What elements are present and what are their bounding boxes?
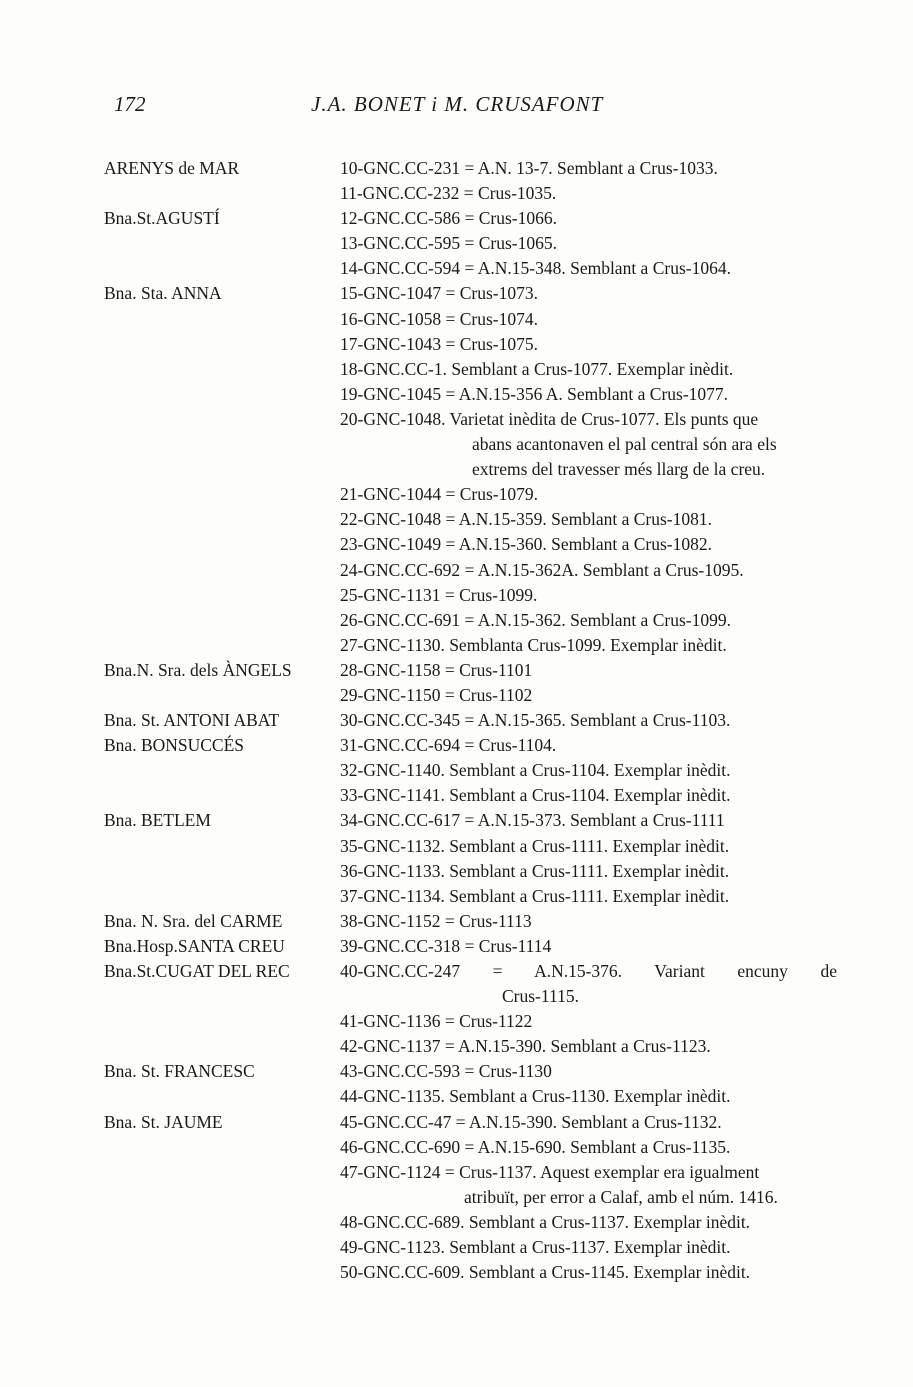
catalogue-entry: 22-GNC-1048 = A.N.15-359. Semblant a Crus-1081.	[340, 509, 712, 530]
catalogue-row	[0, 733, 913, 758]
catalogue-row	[0, 532, 913, 557]
location-label: Bna. St. FRANCESC	[104, 1061, 255, 1082]
catalogue-entry: 25-GNC-1131 = Crus-1099.	[340, 584, 538, 605]
catalogue-entry: 43-GNC.CC-593 = Crus-1130	[340, 1061, 552, 1082]
catalogue-row	[0, 231, 913, 256]
catalogue-row	[0, 1235, 913, 1260]
catalogue-entry: 40-GNC.CC-247 = A.N.15-376. Variant encuny de	[340, 961, 837, 981]
catalogue-row	[0, 1059, 913, 1084]
catalogue-row	[0, 558, 913, 583]
catalogue-list	[0, 156, 913, 1285]
catalogue-entry: 30-GNC.CC-345 = A.N.15-365. Semblant a Crus-1103.	[340, 710, 731, 731]
catalogue-entry: 44-GNC-1135. Semblant a Crus-1130. Exemplar inèdit.	[340, 1086, 731, 1107]
catalogue-row	[0, 583, 913, 608]
catalogue-row	[0, 683, 913, 708]
catalogue-row	[0, 1009, 913, 1034]
catalogue-entry: 17-GNC-1043 = Crus-1075.	[340, 333, 538, 354]
catalogue-row	[0, 708, 913, 733]
catalogue-entry: 33-GNC-1141. Semblant a Crus-1104. Exemplar inèdit.	[340, 785, 731, 806]
catalogue-row	[0, 934, 913, 959]
catalogue-entry: 48-GNC.CC-689. Semblant a Crus-1137. Exemplar inèdit.	[340, 1211, 751, 1232]
catalogue-entry: 19-GNC-1045 = A.N.15-356 A. Semblant a Crus-1077.	[340, 383, 729, 404]
catalogue-row	[0, 984, 913, 1009]
catalogue-row	[0, 1260, 913, 1285]
catalogue-entry: 10-GNC.CC-231 = A.N. 13-7. Semblant a Crus-1033.	[340, 158, 718, 178]
catalogue-row	[0, 1034, 913, 1059]
location-label: Bna. N. Sra. del CARME	[104, 910, 283, 931]
catalogue-entry: extrems del travesser més llarg de la creu.	[472, 459, 766, 480]
catalogue-row	[0, 783, 913, 808]
catalogue-entry: 26-GNC.CC-691 = A.N.15-362. Semblant a Crus-1099.	[340, 609, 731, 630]
catalogue-entry: 39-GNC.CC-318 = Crus-1114	[340, 935, 552, 956]
catalogue-row	[0, 633, 913, 658]
catalogue-row	[0, 959, 913, 984]
catalogue-entry: 37-GNC-1134. Semblant a Crus-1111. Exemplar inèdit.	[340, 885, 730, 906]
catalogue-entry: atribuït, per error a Calaf, amb el núm. 1416.	[464, 1186, 778, 1207]
catalogue-row	[0, 507, 913, 532]
catalogue-entry: 20-GNC-1048. Varietat inèdita de Crus-1077. Els punts que	[340, 408, 759, 429]
catalogue-entry: 35-GNC-1132. Semblant a Crus-1111. Exemplar inèdit.	[340, 835, 730, 856]
catalogue-row	[0, 382, 913, 407]
catalogue-entry: 38-GNC-1152 = Crus-1113	[340, 910, 532, 931]
catalogue-row	[0, 834, 913, 859]
catalogue-entry: 27-GNC-1130. Semblanta Crus-1099. Exemplar inèdit.	[340, 634, 727, 655]
catalogue-row	[0, 357, 913, 382]
catalogue-row	[0, 206, 913, 231]
catalogue-entry: 11-GNC.CC-232 = Crus-1035.	[340, 183, 557, 204]
catalogue-row	[0, 808, 913, 833]
catalogue-entry: 16-GNC-1058 = Crus-1074.	[340, 308, 538, 329]
catalogue-row	[0, 407, 913, 432]
location-label: Bna. St. ANTONI ABAT	[104, 710, 280, 731]
catalogue-row	[0, 482, 913, 507]
location-label: Bna. BONSUCCÉS	[104, 735, 245, 756]
catalogue-row	[0, 1160, 913, 1185]
catalogue-entry: 31-GNC.CC-694 = Crus-1104.	[340, 735, 557, 756]
catalogue-entry: 29-GNC-1150 = Crus-1102	[340, 684, 533, 705]
catalogue-row	[0, 156, 913, 181]
catalogue-row	[0, 884, 913, 909]
catalogue-entry: 50-GNC.CC-609. Semblant a Crus-1145. Exemplar inèdit.	[340, 1262, 751, 1283]
location-label: Bna.Hosp.SANTA CREU	[104, 935, 285, 956]
catalogue-entry: 12-GNC.CC-586 = Crus-1066.	[340, 208, 557, 229]
catalogue-row	[0, 1110, 913, 1135]
location-label: Bna.St.CUGAT DEL REC	[104, 961, 290, 981]
catalogue-row	[0, 1135, 913, 1160]
location-label: Bna. St. JAUME	[104, 1111, 223, 1132]
page-header	[0, 92, 913, 122]
catalogue-row	[0, 432, 913, 457]
catalogue-entry: 14-GNC.CC-594 = A.N.15-348. Semblant a Crus-1064.	[340, 258, 731, 279]
catalogue-row	[0, 859, 913, 884]
catalogue-entry: 36-GNC-1133. Semblant a Crus-1111. Exemplar inèdit.	[340, 860, 730, 881]
catalogue-row	[0, 608, 913, 633]
catalogue-entry: 15-GNC-1047 = Crus-1073.	[340, 283, 538, 304]
catalogue-entry: 24-GNC.CC-692 = A.N.15-362A. Semblant a Crus-1095.	[340, 559, 744, 580]
catalogue-row	[0, 457, 913, 482]
location-label: ARENYS de MAR	[104, 158, 240, 178]
catalogue-row	[0, 909, 913, 934]
catalogue-entry: 42-GNC-1137 = A.N.15-390. Semblant a Crus-1123.	[340, 1036, 711, 1057]
catalogue-row	[0, 307, 913, 332]
catalogue-row	[0, 658, 913, 683]
catalogue-row	[0, 181, 913, 206]
catalogue-entry: 47-GNC-1124 = Crus-1137. Aquest exemplar era igualment	[340, 1161, 760, 1182]
catalogue-entry: 21-GNC-1044 = Crus-1079.	[340, 484, 538, 505]
catalogue-row	[0, 281, 913, 306]
location-label: Bna. BETLEM	[104, 810, 211, 831]
catalogue-entry: Crus-1115.	[502, 986, 579, 1007]
catalogue-entry: 23-GNC-1049 = A.N.15-360. Semblant a Crus-1082.	[340, 534, 712, 555]
catalogue-entry: 18-GNC.CC-1. Semblant a Crus-1077. Exemplar inèdit.	[340, 358, 734, 379]
catalogue-row	[0, 1210, 913, 1235]
catalogue-entry: abans acantonaven el pal central són ara els	[472, 434, 777, 455]
running-title: J.A. BONET i M. CRUSAFONT	[311, 92, 604, 116]
catalogue-entry: 13-GNC.CC-595 = Crus-1065.	[340, 233, 557, 254]
catalogue-entry: 49-GNC-1123. Semblant a Crus-1137. Exemplar inèdit.	[340, 1237, 731, 1258]
catalogue-row	[0, 256, 913, 281]
catalogue-row	[0, 1084, 913, 1109]
catalogue-entry: 32-GNC-1140. Semblant a Crus-1104. Exemplar inèdit.	[340, 760, 731, 781]
catalogue-entry: 28-GNC-1158 = Crus-1101	[340, 659, 533, 680]
catalogue-row	[0, 758, 913, 783]
page-number: 172	[114, 92, 146, 116]
location-label: Bna. Sta. ANNA	[104, 283, 222, 304]
catalogue-entry: 46-GNC.CC-690 = A.N.15-690. Semblant a Crus-1135.	[340, 1136, 731, 1157]
catalogue-entry: 34-GNC.CC-617 = A.N.15-373. Semblant a Crus-1111	[340, 810, 725, 831]
catalogue-entry: 41-GNC-1136 = Crus-1122	[340, 1011, 533, 1032]
catalogue-row	[0, 1185, 913, 1210]
catalogue-entry: 45-GNC.CC-47 = A.N.15-390. Semblant a Crus-1132.	[340, 1111, 722, 1132]
location-label: Bna.St.AGUSTÍ	[104, 208, 220, 229]
location-label: Bna.N. Sra. dels ÀNGELS	[104, 659, 292, 680]
catalogue-row	[0, 332, 913, 357]
